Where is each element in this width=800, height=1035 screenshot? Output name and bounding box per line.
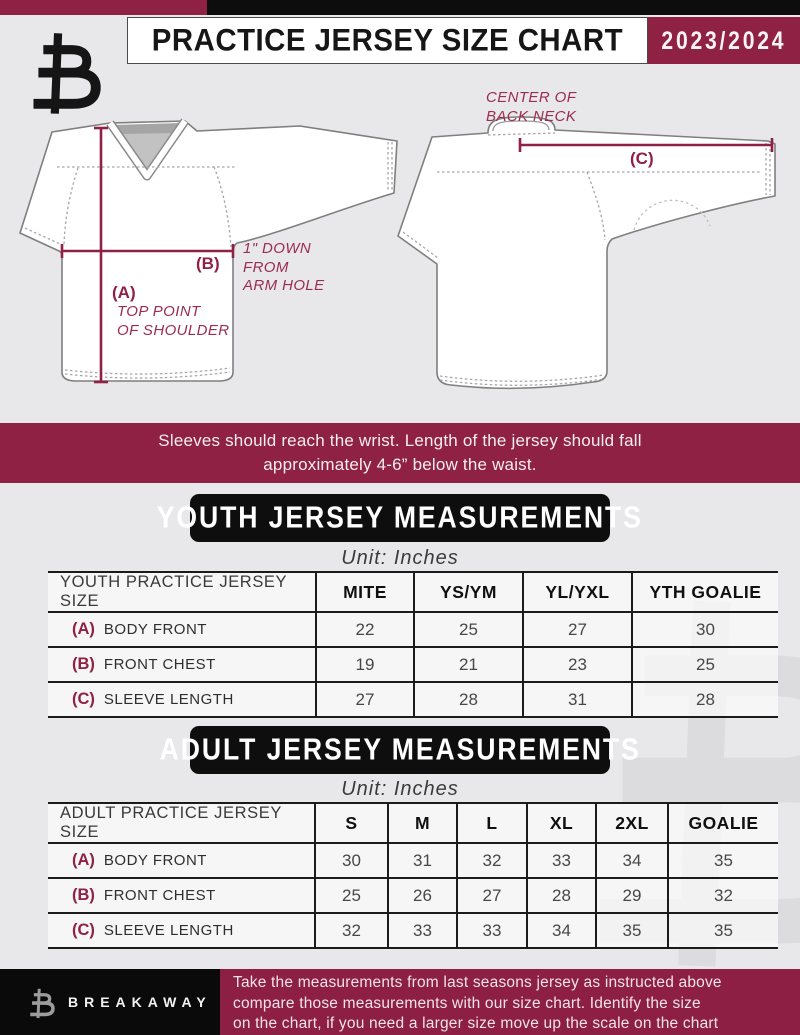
cell-value: 26 bbox=[388, 878, 457, 913]
cell-value: 35 bbox=[668, 843, 778, 878]
youth-section-title-box bbox=[157, 494, 643, 542]
adult-col-s: S bbox=[315, 803, 388, 843]
row-label-text: FRONT CHEST bbox=[103, 887, 216, 904]
cell-value: 25 bbox=[414, 612, 523, 647]
row-letter: (B) bbox=[72, 886, 95, 904]
adult-col-goalie: GOALIE bbox=[668, 803, 778, 843]
adult-table-header-row bbox=[48, 803, 778, 843]
row-label-text: SLEEVE LENGTH bbox=[103, 922, 234, 939]
instruction-banner bbox=[0, 423, 800, 483]
youth-size-table bbox=[48, 571, 778, 718]
cell-value: 28 bbox=[527, 878, 596, 913]
adult-section-title: ADULT JERSEY MEASUREMENTS bbox=[159, 732, 641, 767]
cell-value: 19 bbox=[316, 647, 414, 682]
row-letter: (A) bbox=[72, 851, 95, 869]
adult-size-header-cell: ADULT PRACTICE JERSEY SIZE bbox=[48, 803, 315, 843]
footer-brand-block bbox=[0, 969, 220, 1035]
footer-note-line-1: Take the measurements from last seasons jersey as instructed above bbox=[233, 974, 722, 992]
cell-value: 35 bbox=[596, 913, 668, 948]
cell-value: 27 bbox=[457, 878, 527, 913]
row-letter: (B) bbox=[72, 655, 95, 673]
row-letter: (A) bbox=[72, 620, 95, 638]
breakaway-logo-icon bbox=[26, 984, 56, 1021]
top-accent-bar-black bbox=[207, 0, 800, 15]
youth-col-mite: MITE bbox=[316, 572, 414, 612]
row-label-text: SLEEVE LENGTH bbox=[103, 691, 234, 708]
cell-value: 35 bbox=[668, 913, 778, 948]
cell-value: 23 bbox=[523, 647, 632, 682]
cell-value: 27 bbox=[523, 612, 632, 647]
cell-value: 29 bbox=[596, 878, 668, 913]
cell-value: 33 bbox=[388, 913, 457, 948]
table-row bbox=[48, 878, 778, 913]
cell-value: 25 bbox=[632, 647, 778, 682]
cell-value: 28 bbox=[632, 682, 778, 717]
row-label-text: BODY FRONT bbox=[103, 621, 207, 638]
banner-line-2: approximately 4-6” below the waist. bbox=[263, 455, 537, 474]
youth-size-header-cell: YOUTH PRACTICE JERSEY SIZE bbox=[48, 572, 316, 612]
youth-col-goalie: YTH GOALIE bbox=[632, 572, 778, 612]
cell-value: 27 bbox=[316, 682, 414, 717]
cell-value: 31 bbox=[523, 682, 632, 717]
cell-value: 33 bbox=[527, 843, 596, 878]
adult-col-xl: XL bbox=[527, 803, 596, 843]
adult-unit-label: Unit: Inches bbox=[341, 778, 459, 800]
cell-value: 22 bbox=[316, 612, 414, 647]
table-row bbox=[48, 913, 778, 948]
table-row bbox=[48, 647, 778, 682]
row-label-text: FRONT CHEST bbox=[103, 656, 216, 673]
cell-value: 32 bbox=[668, 878, 778, 913]
footer-brand-name: BREAKAWAY bbox=[68, 994, 212, 1010]
season-label: 2023/2024 bbox=[661, 25, 787, 55]
page-title-box bbox=[127, 17, 648, 64]
cell-value: 32 bbox=[457, 843, 527, 878]
footer-note-line-3: on the chart, if you need a larger size move up the scale on the chart bbox=[233, 1015, 719, 1033]
center-back-neck-note: CENTER OF BACK NECK bbox=[486, 89, 577, 125]
armhole-note: 1" DOWN FROM ARM HOLE bbox=[243, 240, 325, 294]
table-row bbox=[48, 612, 778, 647]
adult-col-l: L bbox=[457, 803, 527, 843]
row-label-text: BODY FRONT bbox=[103, 852, 207, 869]
cell-value: 25 bbox=[315, 878, 388, 913]
youth-table-header-row bbox=[48, 572, 778, 612]
youth-section-title: YOUTH JERSEY MEASUREMENTS bbox=[157, 500, 643, 535]
jersey-diagram bbox=[0, 85, 800, 420]
footer-note-line-2: compare those measurements with our size chart. Identify the size bbox=[233, 994, 701, 1012]
back-jersey-outline bbox=[398, 117, 775, 388]
table-row bbox=[48, 682, 778, 717]
measure-letter-c: (C) bbox=[630, 149, 654, 168]
row-letter: (C) bbox=[72, 921, 95, 939]
youth-unit-label: Unit: Inches bbox=[341, 547, 459, 569]
shoulder-note: TOP POINT OF SHOULDER bbox=[117, 303, 230, 339]
page-title: PRACTICE JERSEY SIZE CHART bbox=[151, 22, 624, 58]
adult-col-m: M bbox=[388, 803, 457, 843]
cell-value: 31 bbox=[388, 843, 457, 878]
banner-line-1: Sleeves should reach the wrist. Length of the jersey should fall bbox=[158, 431, 642, 450]
season-badge bbox=[648, 17, 800, 64]
measure-letter-b: (B) bbox=[196, 254, 220, 273]
youth-col-ysym: YS/YM bbox=[414, 572, 523, 612]
cell-value: 30 bbox=[632, 612, 778, 647]
breakaway-logo-icon bbox=[22, 20, 104, 122]
measure-letter-a: (A) bbox=[112, 283, 136, 302]
cell-value: 33 bbox=[457, 913, 527, 948]
youth-col-ylyxl: YL/YXL bbox=[523, 572, 632, 612]
cell-value: 30 bbox=[315, 843, 388, 878]
cell-value: 34 bbox=[527, 913, 596, 948]
row-letter: (C) bbox=[72, 690, 95, 708]
adult-col-2xl: 2XL bbox=[596, 803, 668, 843]
adult-size-table bbox=[48, 802, 778, 949]
table-row bbox=[48, 843, 778, 878]
footer-note-block bbox=[220, 969, 800, 1035]
adult-section-title-box bbox=[159, 726, 641, 774]
top-accent-bar-maroon bbox=[0, 0, 207, 15]
cell-value: 21 bbox=[414, 647, 523, 682]
cell-value: 28 bbox=[414, 682, 523, 717]
cell-value: 34 bbox=[596, 843, 668, 878]
cell-value: 32 bbox=[315, 913, 388, 948]
